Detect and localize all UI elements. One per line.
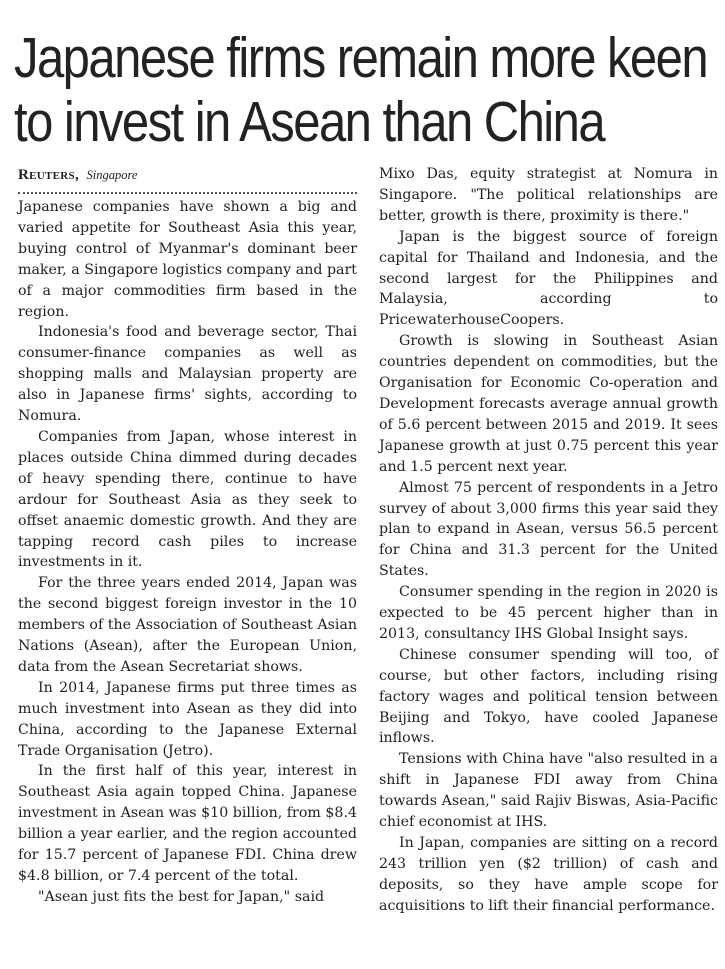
body-paragraph: Growth is slowing in Southeast Asian countries dependent on commodities, but the Organisation for Economic Co-operation and Development forecasts average annual growth of 5.6 percent between 2015 and 2019. It sees Japanese growth at just 0.75 percent this year and 1.5 percent next year. <box>379 333 718 475</box>
byline-dateline: Singapore <box>86 168 138 182</box>
article-column-right <box>379 164 718 917</box>
headline <box>14 26 708 154</box>
body-paragraph: Japanese companies have shown a big and varied appetite for Southeast Asia this year, buying control of Myanmar's dominant beer maker, a Singapore logistics company and part of a major commodities firm based in the region. <box>18 199 357 320</box>
body-paragraph: "Asean just fits the best for Japan," said <box>38 888 325 905</box>
body-paragraph: Chinese consumer spending will too, of course, but other factors, including rising factory wages and political tension between Beijing and Tokyo, have cooled Japanese inflows. <box>379 646 718 747</box>
body-paragraph: Consumer spending in the region in 2020 is expected to be 45 percent higher than in 2013, consultancy IHS Global Insight says. <box>379 584 718 642</box>
headline-line-2: to invest in Asean than China <box>14 90 605 154</box>
byline <box>18 164 357 186</box>
byline-divider <box>18 192 357 194</box>
article-column-left <box>18 164 357 908</box>
body-paragraph: In Japan, companies are sitting on a record 243 trillion yen ($2 trillion) of cash and deposits, so they have ample scope for acquisitions to lift their financial performance. <box>379 835 718 914</box>
body-paragraph: Mixo Das, equity strategist at Nomura in Singapore. "The political relationships are better, growth is there, proximity is there." <box>379 166 718 224</box>
body-paragraph: Companies from Japan, whose interest in places outside China dimmed during decades of heavy spending there, continue to have ardour for Southeast Asia as they seek to offset anaemic domestic growth. And they are tapping record cash piles to increase investments in it. <box>18 428 357 571</box>
body-paragraph: In 2014, Japanese firms put three times as much investment into Asean as they did into China, according to the Japanese External Trade Organisation (Jetro). <box>18 679 357 759</box>
body-paragraph: Almost 75 percent of respondents in a Jetro survey of about 3,000 firms this year said they plan to expand in Asean, versus 56.5 percent for China and 31.3 percent for the United States. <box>379 479 718 580</box>
body-paragraph: Tensions with China have "also resulted in a shift in Japanese FDI away from China towards Asean," said Rajiv Biswas, Asia-Pacific chief economist at IHS. <box>379 751 718 831</box>
body-paragraph: For the three years ended 2014, Japan was the second biggest foreign investor in the 10 members of the Association of Southeast Asian Nations (Asean), after the European Union, data from the Asean Secretariat shows. <box>18 575 357 675</box>
body-paragraph: Japan is the biggest source of foreign capital for Thailand and Indonesia, and the second largest for the Philippines and Malaysia, according to PricewaterhouseCoopers. <box>379 228 718 329</box>
byline-agency: Reuters, <box>18 167 79 183</box>
body-paragraph: Indonesia's food and beverage sector, Thai consumer-finance companies as well as shopping malls and Malaysian property are also in Japanese firms' sights, according to Nomura. <box>18 324 357 425</box>
headline-line-1: Japanese firms remain more keen <box>14 26 708 90</box>
body-paragraph: In the first half of this year, interest in Southeast Asia again topped China. Japanese investment in Asean was $10 billion, from $8.4 billion a year earlier, and the region accounted for 15.7 percent of Japanese FDI. China drew $4.8 billion, or 7.4 percent of the total. <box>18 763 357 884</box>
